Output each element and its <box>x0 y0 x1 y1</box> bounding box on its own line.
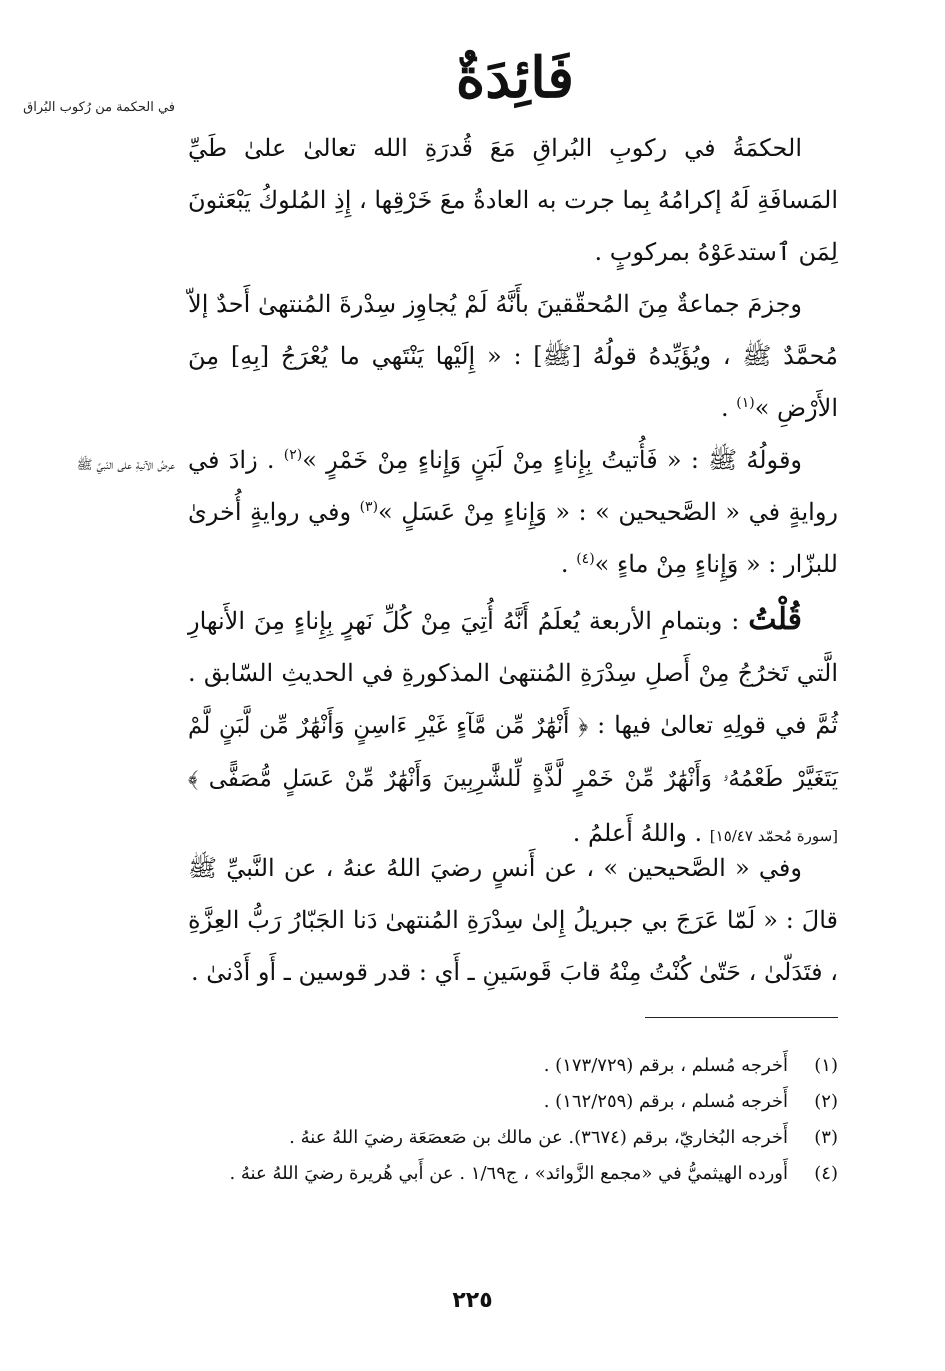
paragraph-4-text1: : وبتمامِ الأربعة يُعلَمُ أَنَّهُ أُتِيَ مِنْ كُلِّ نَهرٍ بِإِناءٍ مِنَ الأَنهارِ الَّتي تَخرُجُ مِنْ أَصلِ سِدْرَةِ المُنتهىٰ المذكورةِ في الحديثِ السّابق . ثُمَّ في قولِهِ تعالىٰ فيها : <box>188 607 839 739</box>
paragraph-3-part1: وقولُهُ ﷺ : « فَأُتيتُ بِإِناءٍ مِنْ لَبَنٍ وَإِناءٍ مِنْ خَمْرٍ » <box>302 446 803 474</box>
footnote-number: (٢) <box>814 1091 838 1112</box>
footnotes <box>188 1048 838 1192</box>
paragraph-5 <box>188 842 838 998</box>
margin-note-buraq: في الحكمة من رُكوب البُراق <box>23 100 175 115</box>
paragraph-2-end: . <box>720 394 737 422</box>
footnote-number: (٣) <box>814 1127 838 1148</box>
paragraph-2 <box>188 278 838 434</box>
footnote-separator <box>645 1017 838 1018</box>
page-title: فَائِدَةٌ <box>455 45 575 111</box>
qult-heading: قُلْتُ <box>748 602 802 637</box>
paragraph-3 <box>188 434 838 590</box>
footnote-text: أَخرجه مُسلم ، برقم (١٦٢/٢٥٩) . <box>543 1091 788 1112</box>
quran-verse: ﴿ أَنْهَٰرٌ مِّن مَّآءٍ غَيْرِ ءَاسِنٍ وَأَنْهَٰرٌ مِّن لَّبَنٍ لَّمْ يَتَغَيَّرْ طَعْمُهُۥ وَأَنْهَٰرٌ مِّنْ خَمْرٍ لَّذَّةٍ لِّلشَّٰرِبِينَ وَأَنْهَٰرٌ مِّنْ عَسَلٍ مُّصَفًّى ﴾ <box>188 713 838 792</box>
paragraph-1-text: الحكمَةُ في ركوبِ البُراقِ مَعَ قُدرَةِ الله تعالىٰ علىٰ طَيِّ المَسافَةِ لَهُ إكرامُهُ بِما جرت به العادةُ معَ خَرْقِها ، إِذِ المُلوكُ يَبْعَثونَ لِمَن ٱستدعَوْهُ بمركوبٍ . <box>188 134 838 266</box>
margin-note-vessels: عرضُ الآنيةِ على النّبيِّ ﷺ <box>76 458 175 473</box>
footnote-item <box>188 1120 838 1156</box>
sura-reference: [سورة مُحمّد ١٥/٤٧] <box>709 827 838 845</box>
footnote-item <box>188 1084 838 1120</box>
footnote-ref-4: (٤) <box>576 551 595 567</box>
paragraph-3-part2: . زادَ في روايةٍ في « الصَّحيحين » : « وَإِناءٍ مِنْ عَسَلٍ » <box>188 446 839 526</box>
footnote-number: (١) <box>814 1055 838 1076</box>
footnote-number: (٤) <box>814 1163 838 1184</box>
paragraph-2-text: وجزمَ جماعةٌ مِنَ المُحقّقينَ بأَنَّهُ لَمْ يُجاوِز سِدْرةَ المُنتهىٰ أَحدٌ إلاّ مُحمَّدٌ ﷺ ، ويُؤَيِّدهُ قولُهُ [ﷺ] : « إِلَيْها يَنْتَهي ما يُعْرَجُ [بِهِ] مِنَ الأَرْضِ » <box>188 290 838 422</box>
footnote-text: أَورده الهيثميُّ في «مجمع الزَّوائد» ، ج١/٦٩ . عن أَبي هُريرة رضيَ اللهُ عنهُ . <box>229 1163 788 1184</box>
footnote-ref-1: (١) <box>736 395 755 411</box>
paragraph-1 <box>188 122 838 278</box>
paragraph-3-part3: وفي روايةٍ أُخرىٰ للبزّار : « وَإِناءٍ مِنْ ماءٍ » <box>188 498 838 578</box>
footnote-item <box>188 1048 838 1084</box>
paragraph-4-text2: . واللهُ أَعلمُ . <box>572 819 710 847</box>
footnote-ref-3: (٣) <box>359 499 379 515</box>
paragraph-3-end: . <box>560 550 577 578</box>
footnote-text: أَخرجه البُخاريّ، برقم (٣٦٧٤). عن مالك بن صَعصَعَة رضيَ اللهُ عنهُ . <box>289 1127 788 1148</box>
paragraph-4 <box>188 594 838 862</box>
footnote-item <box>188 1156 838 1192</box>
footnote-ref-2: (٢) <box>283 447 303 463</box>
paragraph-5-text: وفي « الصَّحيحين » ، عن أَنسٍ رضيَ اللهُ عنهُ ، عن النَّبيِّ ﷺ قالَ : « لَمّا عَرَجَ بي جبريلُ إِلىٰ سِدْرَةِ المُنتهىٰ دَنا الجَبّارُ رَبُّ العِزَّةِ ، فتَدَلّىٰ ، حَتّىٰ كُنْتُ مِنْهُ قابَ قَوسَينِ ـ أَي : قدر قوسين ـ أَو أَدْنىٰ . <box>188 854 838 986</box>
footnote-text: أَخرجه مُسلم ، برقم (١٧٣/٧٢٩) . <box>543 1055 788 1076</box>
page-number: ٢٢٥ <box>452 1288 493 1313</box>
